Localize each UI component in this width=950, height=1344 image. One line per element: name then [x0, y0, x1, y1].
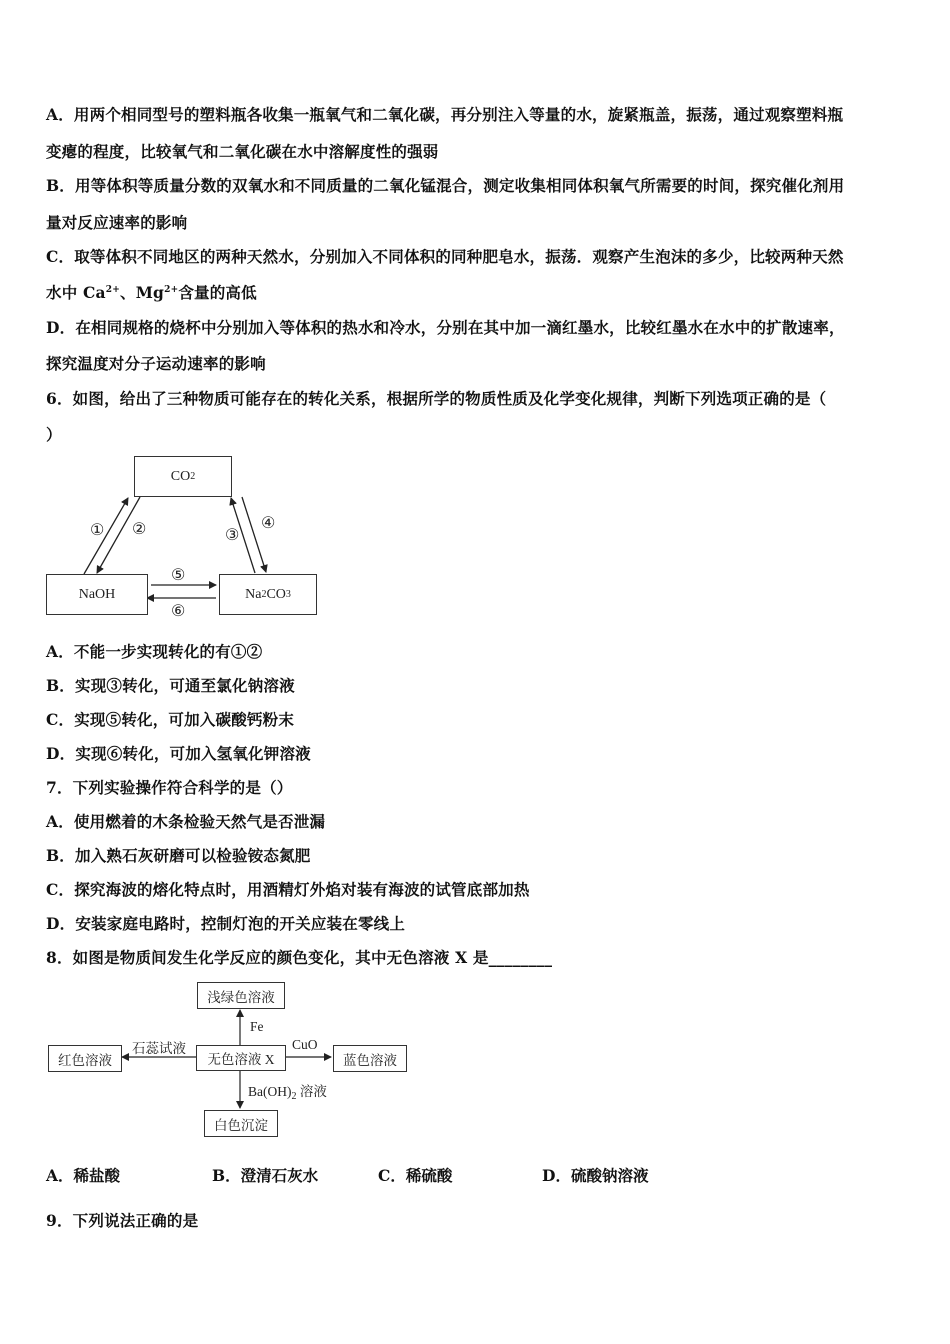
- label-6: ⑥: [171, 603, 186, 620]
- fe-label: Fe: [250, 1019, 264, 1034]
- q5-option-a-line2: 变瘪的程度，比较氧气和二氧化碳在水中溶解度性的强弱: [46, 142, 439, 161]
- q6-option-c: C．实现⑤转化，可加入碳酸钙粉末: [46, 710, 295, 729]
- q5-c-text-c: 含量的高低: [178, 283, 257, 302]
- q8-option-c: C．稀硫酸: [378, 1166, 453, 1185]
- q5-c-text-a: 水中 Ca: [46, 283, 106, 302]
- colorless-solution-x-label: 无色溶液 X: [207, 1052, 275, 1067]
- q6-option-a: A．不能一步实现转化的有①②: [46, 642, 263, 661]
- q7-option-d: D．安装家庭电路时，控制灯泡的开关应装在零线上: [46, 914, 406, 933]
- white-precipitate-box: [204, 1110, 278, 1137]
- q7-stem: 7．下列实验操作符合科学的是（）: [46, 778, 293, 797]
- q5-option-c-line1: C．取等体积不同地区的两种天然水，分别加入不同体积的同种肥皂水，振荡．观察产生泡沫的多少，比较两种天然: [46, 247, 844, 266]
- q8-option-d: D．硫酸钠溶液: [542, 1166, 649, 1185]
- baoh2-subscript: 2: [291, 1091, 297, 1102]
- label-4: ④: [261, 515, 276, 532]
- q6-stem-line2: ）: [46, 425, 62, 444]
- label-1: ①: [90, 522, 105, 539]
- q8-option-b: B．澄清石灰水: [212, 1166, 319, 1185]
- q7-option-a: A．使用燃着的木条检验天然气是否泄漏: [46, 812, 326, 831]
- na2co3-sub-2: 2: [261, 589, 267, 600]
- co2-subscript: 2: [190, 471, 196, 482]
- light-green-solution-label: 浅绿色溶液: [207, 989, 275, 1005]
- red-solution-label: 红色溶液: [58, 1052, 112, 1068]
- label-3: ③: [225, 527, 240, 544]
- q5-option-d-line2: 探究温度对分子运动速率的影响: [46, 354, 266, 373]
- na2co3-label-a: Na: [245, 586, 262, 602]
- blue-solution-label: 蓝色溶液: [343, 1052, 397, 1068]
- co2-label: CO: [170, 468, 191, 484]
- q9-stem: 9．下列说法正确的是: [46, 1211, 199, 1230]
- cuo-label: CuO: [292, 1037, 318, 1052]
- q6-option-d: D．实现⑥转化，可加入氢氧化钾溶液: [46, 744, 311, 763]
- q5-c-text-b: 、Mg: [120, 283, 165, 302]
- light-green-solution-box: [197, 982, 285, 1009]
- litmus-label: 石蕊试液: [132, 1041, 186, 1056]
- q5-option-b-line2: 量对反应速率的影响: [46, 213, 188, 232]
- q5-option-d-line1: D．在相同规格的烧杯中分别加入等体积的热水和冷水，分别在其中加一滴红墨水，比较红墨水在水中的扩散速率，: [46, 318, 845, 337]
- q5-option-b-line1: B．用等体积等质量分数的双氧水和不同质量的二氧化锰混合，测定收集相同体积氧气所需要的时间，探究催化剂用: [46, 176, 845, 195]
- baoh2-text-b: 溶液: [296, 1084, 327, 1099]
- blue-solution-box: [333, 1045, 407, 1072]
- q8-stem: 8．如图是物质间发生化学反应的颜色变化，其中无色溶液 X 是________: [46, 948, 553, 967]
- white-precipitate-label: 白色沉淀: [214, 1117, 268, 1133]
- label-5: ⑤: [171, 567, 186, 584]
- q6-option-b: B．实现③转化，可通至氯化钠溶液: [46, 676, 295, 695]
- naoh-label: NaOH: [78, 586, 116, 602]
- label-2: ②: [132, 521, 147, 538]
- colorless-solution-x-box: [196, 1045, 286, 1071]
- na2co3-sub-3: 3: [285, 589, 291, 600]
- baoh2-label: [248, 1080, 327, 1102]
- q5-option-a-line1: A．用两个相同型号的塑料瓶各收集一瓶氧气和二氧化碳，再分别注入等量的水，旋紧瓶盖，振荡，通过观察塑料瓶: [46, 105, 844, 124]
- q8-option-a: A．稀盐酸: [46, 1166, 121, 1185]
- q5-c-sup-mg: 2+: [164, 285, 179, 295]
- baoh2-text-a: Ba(OH): [248, 1084, 292, 1099]
- red-solution-box: [48, 1045, 122, 1072]
- q5-c-sup-ca: 2+: [105, 285, 120, 295]
- q7-option-c: C．探究海波的熔化特点时，用酒精灯外焰对装有海波的试管底部加热: [46, 880, 530, 899]
- q6-stem-line1: 6．如图，给出了三种物质可能存在的转化关系，根据所学的物质性质及化学变化规律，判断下列选项正确的是（: [46, 389, 827, 408]
- q7-option-b: B．加入熟石灰研磨可以检验铵态氮肥: [46, 846, 311, 865]
- na2co3-label-b: CO: [266, 586, 286, 602]
